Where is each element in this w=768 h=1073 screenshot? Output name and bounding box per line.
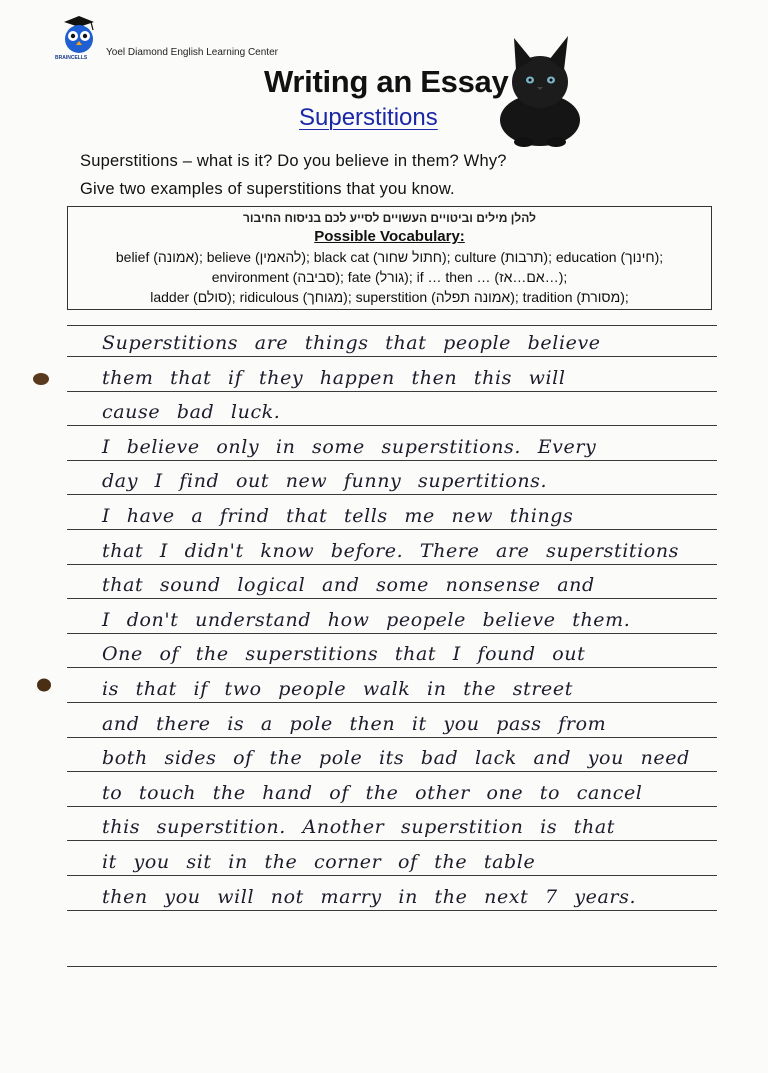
- ruled-line: [67, 356, 717, 357]
- ruled-line: [67, 667, 717, 668]
- ruled-line: [67, 702, 717, 703]
- binder-hole-mark-top: [32, 372, 50, 386]
- center-name: Yoel Diamond English Learning Center: [106, 47, 278, 58]
- ruled-line: [67, 425, 717, 426]
- ruled-line: [67, 966, 717, 967]
- black-kitten-illustration: [494, 30, 586, 148]
- ruled-line: [67, 806, 717, 807]
- vocabulary-line-3: ladder (סולם); ridiculous (מגוחך); superstition (אמונה תפלה); tradition (מסורת);: [150, 289, 629, 305]
- essay-line: them that if they happen then this will: [102, 367, 566, 389]
- vocabulary-heading: Possible Vocabulary:: [314, 228, 465, 245]
- ruled-line: [67, 633, 717, 634]
- essay-line: I have a frind that tells me new things: [102, 505, 574, 527]
- vocabulary-line-1: belief (אמונה); believe (להאמין); black cat (חתול שחור); culture (תרבות); education (חינוך);: [115, 249, 664, 265]
- essay-line: I believe only in some superstitions. Every: [102, 436, 597, 458]
- essay-line: that sound logical and some nonsense and: [102, 574, 595, 596]
- essay-line: One of the superstitions that I found out: [102, 643, 586, 665]
- prompt-question-2: Give two examples of superstitions that you know.: [80, 180, 455, 198]
- binder-hole-mark-middle: [35, 678, 53, 692]
- ruled-line: [67, 325, 717, 326]
- essay-line: is that if two people walk in the street: [102, 678, 573, 700]
- page-title: Writing an Essay: [264, 64, 509, 99]
- ruled-line: [67, 460, 717, 461]
- essay-line: I don't understand how peopele believe them.: [102, 609, 631, 631]
- essay-line: Superstitions are things that people believe: [102, 332, 601, 354]
- logo-brand-text: BRAINCELLS: [55, 55, 88, 61]
- essay-line: this superstition. Another superstition is that: [102, 816, 616, 838]
- ruled-line: [67, 391, 717, 392]
- essay-line: to touch the hand of the other one to cancel: [102, 782, 643, 804]
- essay-line: then you will not marry in the next 7 years.: [102, 886, 637, 908]
- ruled-line: [67, 875, 717, 876]
- ruled-line: [67, 564, 717, 565]
- prompt-question-1: Superstitions – what is it? Do you believe in them? Why?: [80, 152, 507, 170]
- ruled-line: [67, 910, 717, 911]
- owl-logo-icon: [58, 14, 100, 56]
- essay-line: and there is a pole then it you pass from: [102, 713, 607, 735]
- ruled-line: [67, 737, 717, 738]
- essay-line: day I find out new funny supertitions.: [102, 470, 548, 492]
- essay-line: cause bad luck.: [102, 401, 281, 423]
- ruled-line: [67, 529, 717, 530]
- ruled-line: [67, 494, 717, 495]
- ruled-line: [67, 771, 717, 772]
- ruled-line: [67, 598, 717, 599]
- ruled-line: [67, 840, 717, 841]
- vocabulary-box: [67, 206, 712, 310]
- essay-line: it you sit in the corner of the table: [102, 851, 536, 873]
- vocabulary-line-2: environment (סביבה); fate (גורל); if … then … (אם…אז…);: [211, 269, 568, 285]
- vocabulary-intro-hebrew: להלן מילים וביטויים העשויים לסייע לכם בניסוח החיבור: [243, 211, 536, 225]
- essay-topic: Superstitions: [299, 104, 438, 131]
- essay-line: both sides of the pole its bad lack and you need: [102, 747, 690, 769]
- essay-line: that I didn't know before. There are superstitions: [102, 540, 680, 562]
